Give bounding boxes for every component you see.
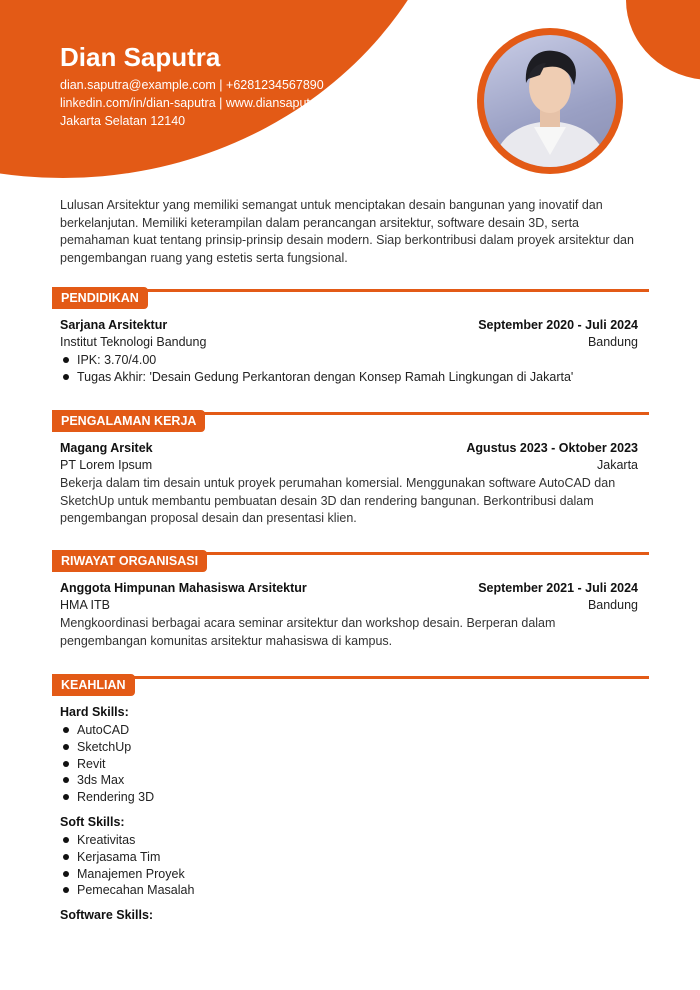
list-item: Revit bbox=[60, 756, 638, 773]
contact-email-phone: dian.saputra@example.com | +6281234567890 bbox=[60, 78, 324, 92]
organization-role: Anggota Himpunan Mahasiswa Arsitektur bbox=[60, 581, 307, 595]
organization-header bbox=[52, 550, 649, 576]
list-item: Rendering 3D bbox=[60, 789, 638, 806]
company-name: PT Lorem Ipsum bbox=[60, 458, 153, 472]
education-entry bbox=[52, 317, 638, 386]
job-dates: Agustus 2023 - Oktober 2023 bbox=[466, 441, 638, 455]
organization-section bbox=[52, 550, 649, 650]
soft-skills-label: Soft Skills: bbox=[60, 814, 125, 829]
soft-skills-list bbox=[60, 832, 638, 899]
corner-decoration-shape bbox=[626, 0, 700, 80]
education-section bbox=[52, 287, 649, 386]
education-details bbox=[60, 352, 638, 386]
experience-header bbox=[52, 410, 649, 436]
organization-heading: RIWAYAT ORGANISASI bbox=[52, 550, 207, 572]
skills-section bbox=[52, 674, 649, 924]
profile-summary: Lulusan Arsitektur yang memiliki semangat untuk menciptakan desain bangunan yang inovatif dan berkelanjutan. Memiliki keterampilan dalam perancangan arsitektur, software desain 3D, serta pemahaman kuat tentang prinsip-prinsip desain modern. Siap berkontribusi dalam proyek arsitektur dan pengembangan ruang yang estetis serta fungsional. bbox=[60, 198, 634, 265]
list-item: 3ds Max bbox=[60, 772, 638, 789]
degree-title: Sarjana Arsitektur bbox=[60, 318, 168, 332]
hard-skills-list bbox=[60, 722, 638, 806]
skills-heading: KEAHLIAN bbox=[52, 674, 135, 696]
job-description: Bekerja dalam tim desain untuk proyek perumahan komersial. Menggunakan software AutoCAD dan SketchUp untuk membantu pembuatan desain 3D dan rendering bangunan. Berkontribusi dalam pengembangan proposal desain dan presentasi klien. bbox=[60, 476, 616, 525]
experience-section bbox=[52, 410, 649, 528]
list-item: IPK: 3.70/4.00 bbox=[60, 352, 638, 369]
contact-address: Jakarta Selatan 12140 bbox=[60, 114, 186, 128]
organization-entry bbox=[52, 580, 638, 650]
organization-location: Bandung bbox=[587, 598, 638, 612]
education-header bbox=[52, 287, 649, 313]
list-item: SketchUp bbox=[60, 739, 638, 756]
list-item: Manajemen Proyek bbox=[60, 866, 638, 883]
contact-links: linkedin.com/in/dian-saputra | www.diansaputra.com bbox=[60, 96, 349, 110]
list-item: Pemecahan Masalah bbox=[60, 882, 638, 899]
job-title: Magang Arsitek bbox=[60, 441, 153, 455]
resume-header bbox=[60, 42, 348, 130]
profile-photo-frame bbox=[477, 28, 623, 174]
experience-entry bbox=[52, 440, 638, 528]
organization-name: HMA ITB bbox=[60, 598, 111, 612]
skills-header bbox=[52, 674, 649, 700]
organization-description: Mengkoordinasi berbagai acara seminar arsitektur dan workshop desain. Berperan dalam pengembangan komunitas arsitektur mahasiswa di kampus. bbox=[60, 616, 556, 648]
education-dates: September 2020 - Juli 2024 bbox=[478, 318, 638, 332]
job-location: Jakarta bbox=[597, 458, 638, 472]
organization-dates: September 2021 - Juli 2024 bbox=[478, 581, 638, 595]
list-item: AutoCAD bbox=[60, 722, 638, 739]
skills-entry bbox=[52, 704, 638, 924]
list-item: Kreativitas bbox=[60, 832, 638, 849]
candidate-name: Dian Saputra bbox=[60, 42, 221, 72]
institution-name: Institut Teknologi Bandung bbox=[60, 335, 207, 349]
hard-skills-label: Hard Skills: bbox=[60, 705, 129, 719]
experience-heading: PENGALAMAN KERJA bbox=[52, 410, 205, 432]
section-divider bbox=[52, 676, 649, 679]
profile-photo bbox=[484, 35, 616, 167]
list-item: Kerjasama Tim bbox=[60, 849, 638, 866]
list-item: Tugas Akhir: 'Desain Gedung Perkantoran dengan Konsep Ramah Lingkungan di Jakarta' bbox=[60, 369, 638, 386]
person-portrait-icon bbox=[484, 35, 616, 167]
education-location: Bandung bbox=[587, 335, 638, 349]
software-skills-label: Software Skills: bbox=[60, 908, 154, 923]
education-heading: PENDIDIKAN bbox=[52, 287, 148, 309]
